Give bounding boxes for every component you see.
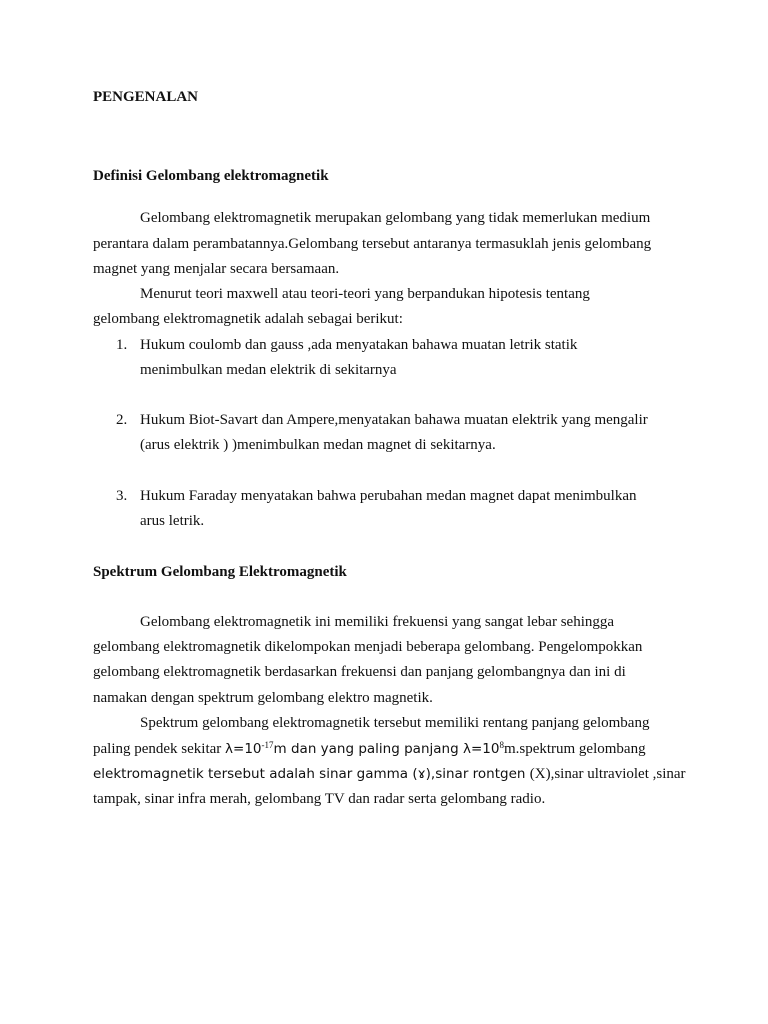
- exponent-min: -17: [261, 740, 274, 750]
- paragraph-line: Gelombang elektromagnetik merupakan gelombang yang tidak memerlukan medium: [140, 210, 651, 226]
- list-number: 2.: [116, 412, 128, 428]
- paragraph-line: gelombang elektromagnetik dikelompokan menjadi beberapa gelombang. Pengelompokkan: [93, 639, 643, 655]
- list-item-line: arus letrik.: [140, 513, 205, 529]
- paragraph-line: tampak, sinar infra merah, gelombang TV dan radar serta gelombang radio.: [93, 791, 546, 807]
- paragraph-line: gelombang elektromagnetik adalah sebagai berikut:: [93, 311, 403, 327]
- list-item-line: (arus elektrik ) )menimbulkan medan magnet di sekitarnya.: [140, 437, 496, 453]
- text-span: (X),sinar ultraviolet ,sinar: [529, 766, 686, 782]
- paragraph-line: Menurut teori maxwell atau teori-teori yang berpandukan hipotesis tentang: [140, 286, 590, 302]
- list-item-line: menimbulkan medan elektrik di sekitarnya: [140, 362, 397, 378]
- paragraph-line: Gelombang elektromagnetik ini memiliki frekuensi yang sangat lebar sehingga: [140, 614, 615, 630]
- text-span: m.spektrum gelombang: [503, 741, 646, 757]
- paragraph-line: namakan dengan spektrum gelombang elektro magnetik.: [93, 690, 433, 706]
- text-span: m dan yang paling panjang: [273, 741, 463, 757]
- lambda-formula-max: λ=10: [462, 741, 500, 757]
- lambda-formula-min: λ=10: [225, 741, 262, 757]
- paragraph-line: magnet yang menjalar secara bersamaan.: [93, 261, 340, 277]
- text-span: paling pendek sekitar: [93, 741, 226, 757]
- exponent-max: 8: [499, 740, 504, 750]
- list-item-line: Hukum coulomb dan gauss ,ada menyatakan bahawa muatan letrik statik: [140, 337, 578, 353]
- list-item-line: Hukum Biot-Savart dan Ampere,menyatakan bahawa muatan elektrik yang mengalir: [140, 412, 648, 428]
- heading-pengenalan: PENGENALAN: [93, 89, 199, 105]
- paragraph-line: Spektrum gelombang elektromagnetik tersebut memiliki rentang panjang gelombang: [140, 715, 650, 731]
- list-item-line: Hukum Faraday menyatakan bahwa perubahan medan magnet dapat menimbulkan: [140, 488, 637, 504]
- paragraph-line: [93, 765, 686, 783]
- list-number: 1.: [116, 337, 128, 353]
- paragraph-line-formula: [93, 740, 646, 758]
- section-title-spektrum: Spektrum Gelombang Elektromagnetik: [93, 564, 347, 580]
- paragraph-line: perantara dalam perambatannya.Gelombang tersebut antaranya termasuklah jenis gelombang: [93, 236, 652, 252]
- text-span: elektromagnetik tersebut adalah sinar gamma (ɤ),sinar rontgen: [93, 766, 530, 782]
- section-title-definisi: Definisi Gelombang elektromagnetik: [93, 168, 329, 184]
- paragraph-line: gelombang elektromagnetik berdasarkan frekuensi dan panjang gelombangnya dan ini di: [93, 664, 626, 680]
- list-number: 3.: [116, 488, 128, 504]
